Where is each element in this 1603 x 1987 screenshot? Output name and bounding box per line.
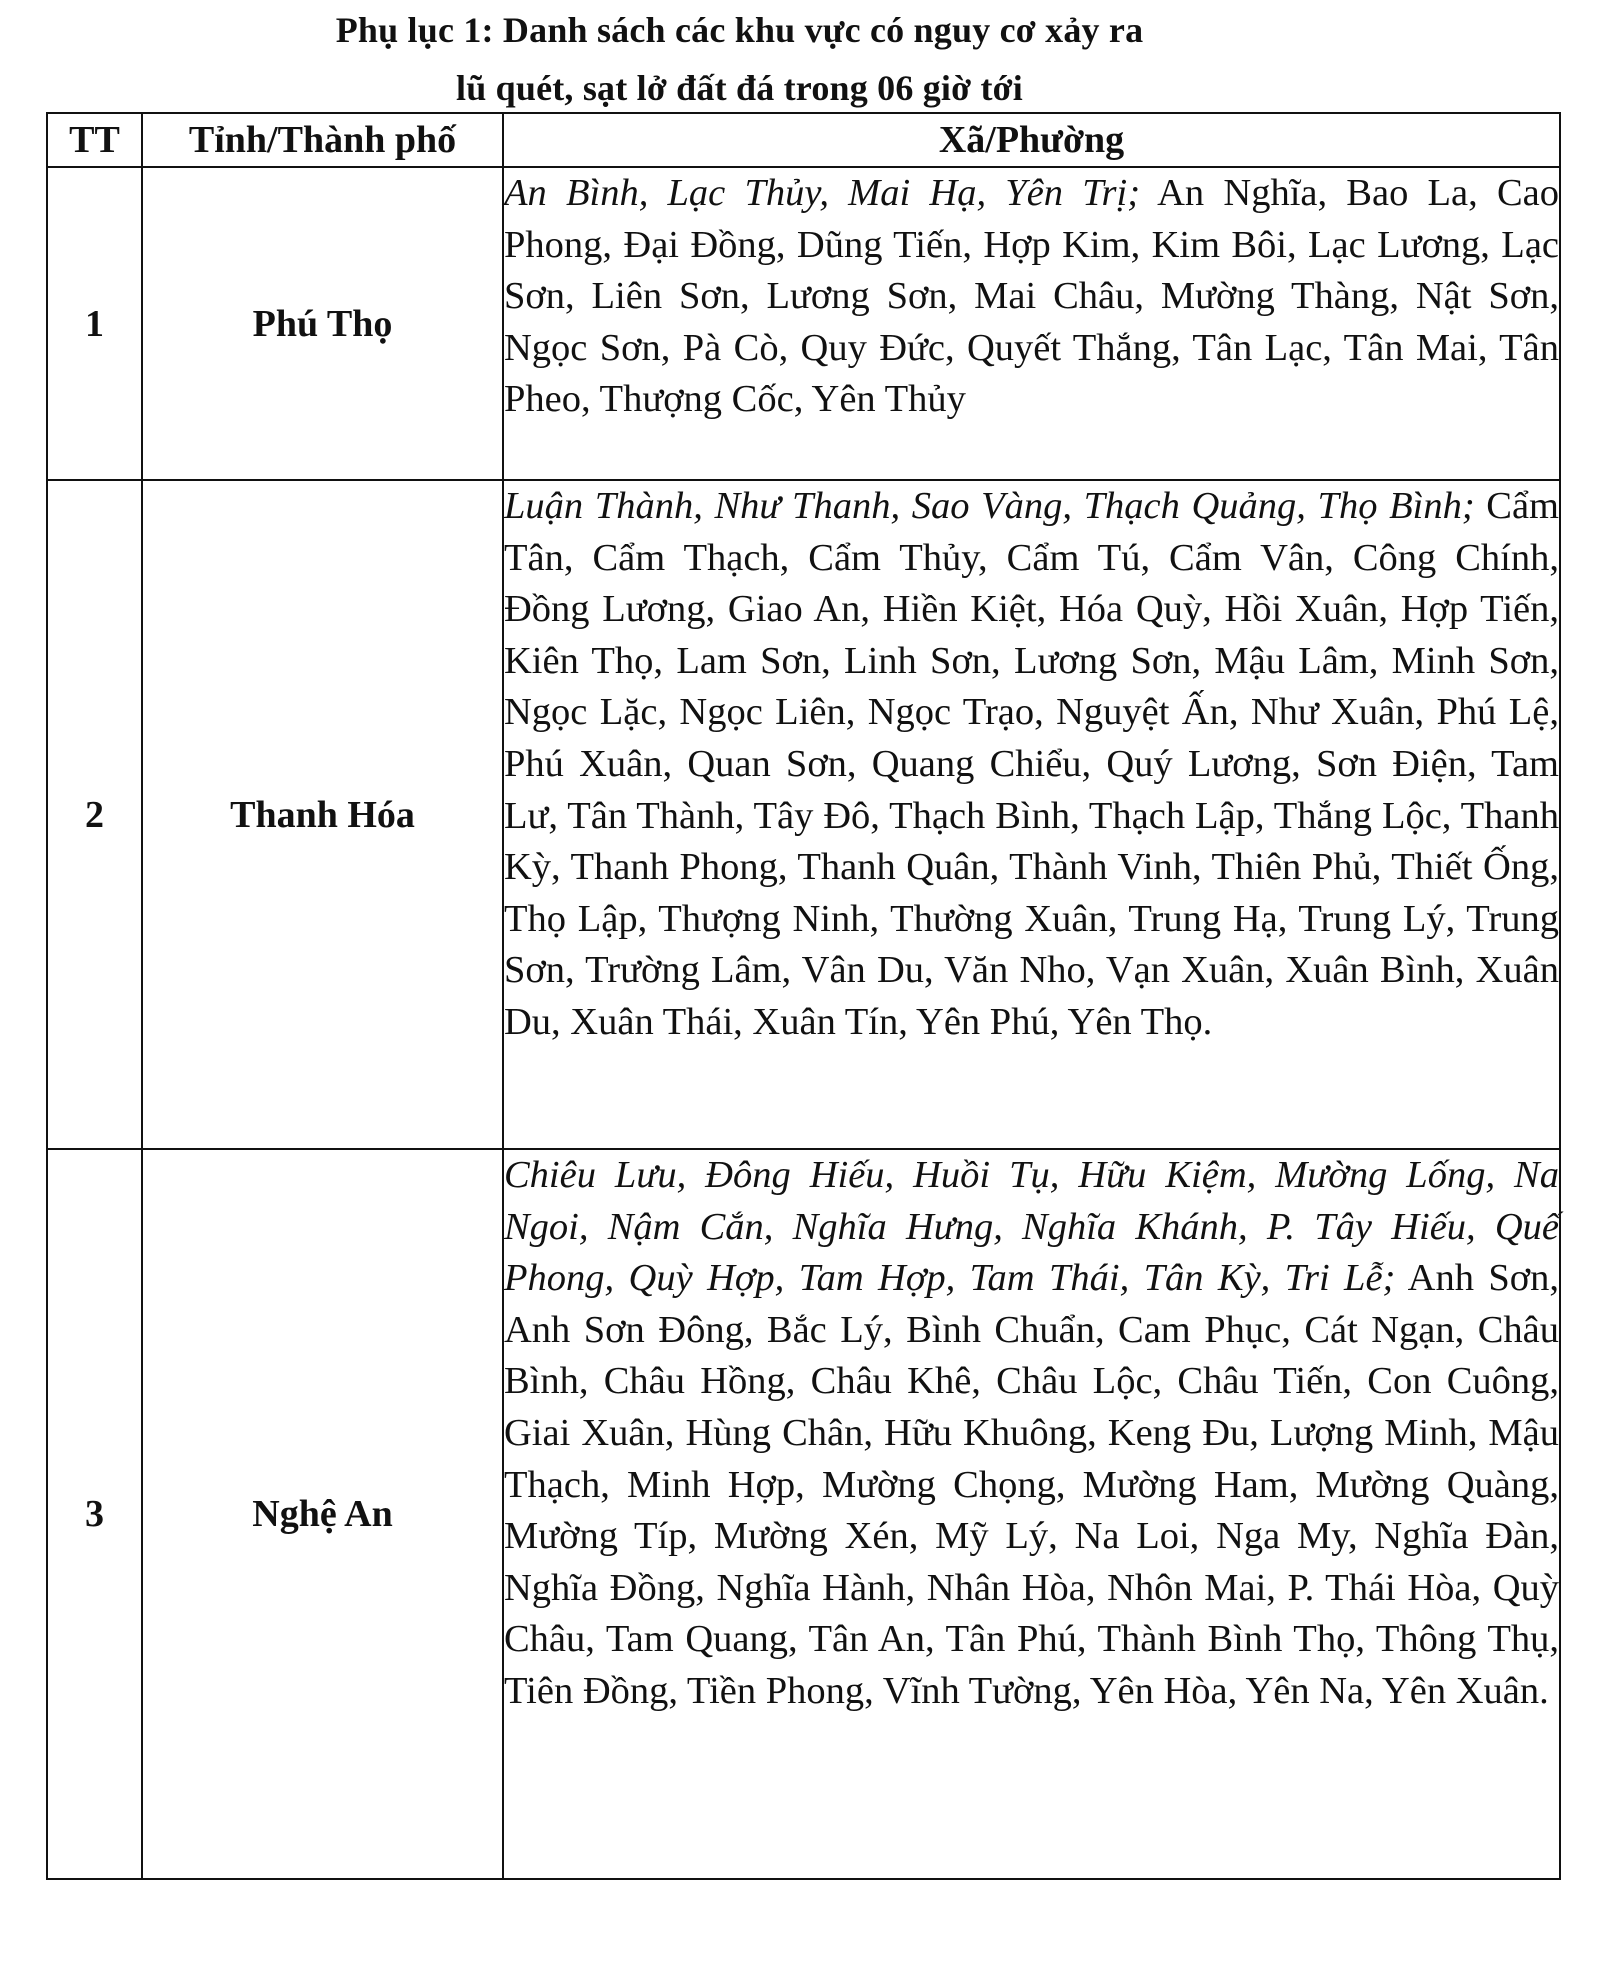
high-risk-wards: Chiêu Lưu, Đông Hiếu, Huồi Tụ, Hữu Kiệm, Mường Lống, Na Ngoi, Nậm Cắn, Nghĩa Hưng, Nghĩa Khánh, P. Tây Hiếu, Quế Phong, Quỳ Hợp, Tam Hợp, Tam Thái, Tân Kỳ, Tri Lễ; <box>504 1154 1559 1300</box>
province-name: Phú Thọ <box>142 167 503 480</box>
row-number: 1 <box>47 167 142 480</box>
document-title-line-2: lũ quét, sạt lở đất đá trong 06 giờ tới <box>456 68 1023 108</box>
row-number: 3 <box>47 1149 142 1879</box>
wards-list <box>503 480 1560 1149</box>
high-risk-wards: Luận Thành, Như Thanh, Sao Vàng, Thạch Quảng, Thọ Bình; <box>504 485 1475 527</box>
table-header-row <box>47 113 1560 167</box>
table-row <box>47 480 1560 1149</box>
high-risk-wards: An Bình, Lạc Thủy, Mai Hạ, Yên Trị; <box>504 172 1141 214</box>
risk-area-table <box>46 112 1561 1880</box>
wards-list <box>503 1149 1560 1879</box>
header-tt: TT <box>47 113 142 167</box>
document-title-line-1: Phụ lục 1: Danh sách các khu vực có nguy cơ xảy ra <box>335 10 1144 50</box>
wards-list <box>503 167 1560 480</box>
header-province: Tỉnh/Thành phố <box>142 113 503 167</box>
header-wards: Xã/Phường <box>503 113 1560 167</box>
province-name: Thanh Hóa <box>142 480 503 1149</box>
table-row <box>47 1149 1560 1879</box>
table-row <box>47 167 1560 480</box>
other-wards: An Nghĩa, Bao La, Cao Phong, Đại Đồng, Dũng Tiến, Hợp Kim, Kim Bôi, Lạc Lương, Lạc Sơn, Liên Sơn, Lương Sơn, Mai Châu, Mường Thàng, Nật Sơn, Ngọc Sơn, Pà Cò, Quy Đức, Quyết Thắng, Tân Lạc, Tân Mai, Tân Pheo, Thượng Cốc, Yên Thủy <box>504 172 1559 421</box>
province-name: Nghệ An <box>142 1149 503 1879</box>
other-wards: Anh Sơn, Anh Sơn Đông, Bắc Lý, Bình Chuẩn, Cam Phục, Cát Ngạn, Châu Bình, Châu Hồng, Châu Khê, Châu Lộc, Châu Tiến, Con Cuông, Giai Xuân, Hùng Chân, Hữu Khuông, Keng Đu, Lượng Minh, Mậu Thạch, Minh Hợp, Mường Chọng, Mường Ham, Mường Quàng, Mường Típ, Mường Xén, Mỹ Lý, Na Loi, Nga My, Nghĩa Đàn, Nghĩa Đồng, Nghĩa Hành, Nhân Hòa, Nhôn Mai, P. Thái Hòa, Quỳ Châu, Tam Quang, Tân An, Tân Phú, Thành Bình Thọ, Thông Thụ, Tiên Đồng, Tiền Phong, Vĩnh Tường, Yên Hòa, Yên Na, Yên Xuân. <box>504 1257 1559 1712</box>
row-number: 2 <box>47 480 142 1149</box>
other-wards: Cẩm Tân, Cẩm Thạch, Cẩm Thủy, Cẩm Tú, Cẩm Vân, Công Chính, Đồng Lương, Giao An, Hiền Kiệt, Hóa Quỳ, Hồi Xuân, Hợp Tiến, Kiên Thọ, Lam Sơn, Linh Sơn, Lương Sơn, Mậu Lâm, Minh Sơn, Ngọc Lặc, Ngọc Liên, Ngọc Trạo, Nguyệt Ấn, Như Xuân, Phú Lệ, Phú Xuân, Quan Sơn, Quang Chiểu, Quý Lương, Sơn Điện, Tam Lư, Tân Thành, Tây Đô, Thạch Bình, Thạch Lập, Thắng Lộc, Thanh Kỳ, Thanh Phong, Thanh Quân, Thành Vinh, Thiên Phủ, Thiết Ống, Thọ Lập, Thượng Ninh, Thường Xuân, Trung Hạ, Trung Lý, Trung Sơn, Trường Lâm, Vân Du, Văn Nho, Vạn Xuân, Xuân Bình, Xuân Du, Xuân Thái, Xuân Tín, Yên Phú, Yên Thọ. <box>504 485 1559 1043</box>
